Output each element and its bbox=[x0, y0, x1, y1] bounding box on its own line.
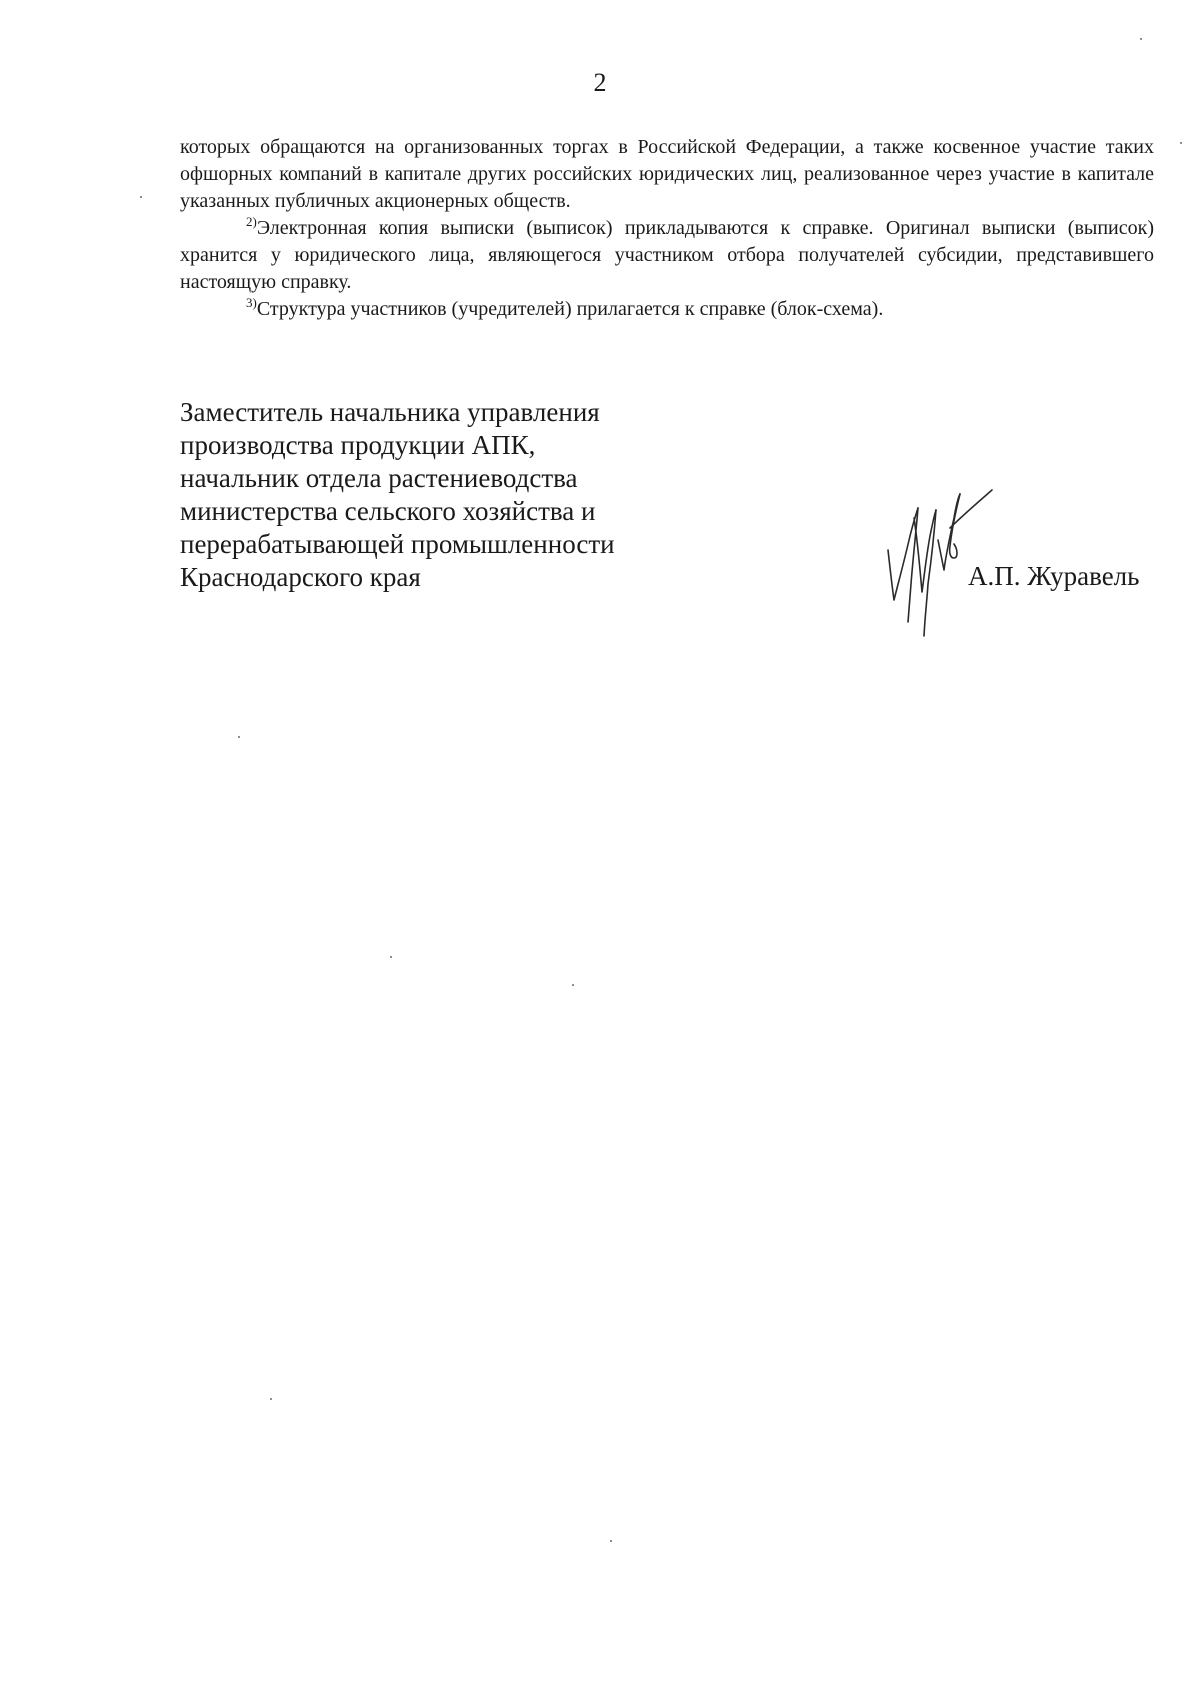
footnote-3-text: Структура участников (учредителей) прилагается к справке (блок-схема). bbox=[256, 298, 884, 320]
signer-name: А.П. Журавель bbox=[968, 561, 1140, 591]
scan-speck bbox=[140, 196, 142, 198]
page-number: 2 bbox=[593, 68, 607, 97]
scan-speck bbox=[610, 1540, 612, 1542]
signer-position-line: Заместитель начальника управления bbox=[180, 397, 600, 427]
footnotes-block bbox=[180, 134, 1154, 323]
signer-position-line: Краснодарского края bbox=[180, 562, 421, 592]
scan-speck bbox=[1180, 142, 1182, 144]
footnote-2 bbox=[180, 215, 1154, 296]
footnote-1-continuation: которых обращаются на организованных торгах в Российской Федерации, а также косвенное участие таких офшорных компаний в капитале других российских юридических лиц, реализованное через участие в капитале указанных публичных акционерных обществ. bbox=[180, 136, 1154, 212]
footnote-2-marker: 2) bbox=[246, 214, 257, 229]
footnote-3-marker: 3) bbox=[246, 295, 257, 310]
signer-position-line: перерабатывающей промышленности bbox=[180, 529, 615, 559]
footnote-2-text: Электронная копия выписки (выписок) прикладываются к справке. Оригинал выписки (выписок) хранится у юридического лица, являющегося участником отбора получателей субсидии, представившего настоящую справку. bbox=[180, 217, 1154, 293]
scan-speck bbox=[270, 1398, 272, 1400]
signer-position-line: министерства сельского хозяйства и bbox=[180, 496, 596, 526]
footnote-3 bbox=[180, 296, 1154, 323]
signer-position-line: производства продукции АПК, bbox=[180, 430, 536, 460]
signer-position bbox=[180, 396, 740, 594]
scan-speck bbox=[390, 956, 392, 958]
scan-speck bbox=[238, 736, 240, 738]
signer-position-line: начальник отдела растениеводства bbox=[180, 463, 578, 493]
scan-speck bbox=[1140, 38, 1142, 40]
scan-speck bbox=[572, 984, 574, 986]
